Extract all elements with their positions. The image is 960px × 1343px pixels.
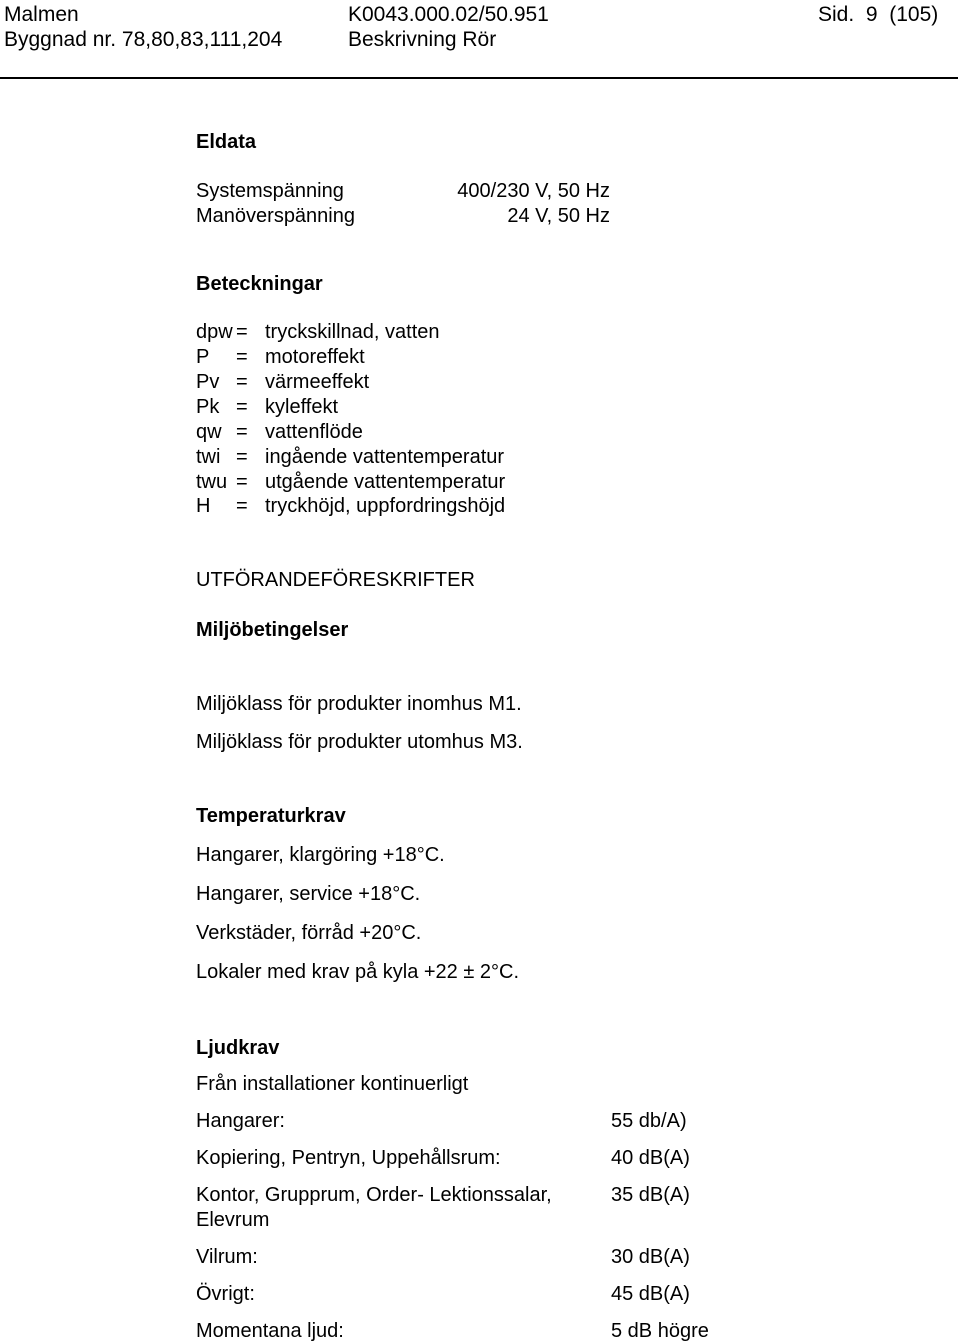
- header-doc-number: K0043.000.02/50.951: [348, 3, 549, 26]
- temperatur-line: Lokaler med krav på kyla +22 ± 2°C.: [196, 961, 520, 983]
- equals-sign: =: [236, 471, 248, 493]
- temperatur-line: Verkstäder, förråd +20°C.: [196, 922, 422, 944]
- equals-sign: =: [236, 321, 248, 343]
- symbol: dpw: [196, 321, 233, 343]
- symbol-description: värmeeffekt: [265, 371, 370, 393]
- equals-sign: =: [236, 371, 248, 393]
- symbol: twi: [196, 446, 221, 468]
- ljud-row-label-cont: Elevrum: [196, 1209, 270, 1231]
- ljud-row-value: 40 dB(A): [611, 1147, 690, 1169]
- temperatur-line: Hangarer, service +18°C.: [196, 883, 421, 905]
- page-header: [0, 0, 960, 80]
- ljud-row-label: Hangarer:: [196, 1110, 285, 1132]
- symbol-description: motoreffekt: [265, 346, 365, 368]
- equals-sign: =: [236, 346, 248, 368]
- beteckningar-heading: Beteckningar: [196, 273, 323, 295]
- page-total: (105): [889, 3, 939, 26]
- eldata-label: Manöverspänning: [196, 205, 355, 227]
- symbol: Pk: [196, 396, 220, 418]
- ljud-row-value: 30 dB(A): [611, 1246, 690, 1268]
- symbol-description: kyleffekt: [265, 396, 338, 418]
- eldata-value: 400/230 V, 50 Hz: [457, 180, 610, 202]
- equals-sign: =: [236, 495, 248, 517]
- ljud-row-label: Kontor, Grupprum, Order- Lektionssalar,: [196, 1184, 552, 1206]
- symbol: qw: [196, 421, 222, 443]
- ljud-row-label: Övrigt:: [196, 1283, 255, 1305]
- header-location: Malmen: [4, 3, 79, 26]
- ljud-row-value: 35 dB(A): [611, 1184, 690, 1206]
- equals-sign: =: [236, 446, 248, 468]
- symbol: Pv: [196, 371, 220, 393]
- symbol-description: ingående vattentemperatur: [265, 446, 505, 468]
- ljud-intro: Från installationer kontinuerligt: [196, 1073, 469, 1095]
- symbol: H: [196, 495, 211, 517]
- header-doc-title: Beskrivning Rör: [348, 28, 497, 51]
- page-label: Sid.: [818, 3, 855, 26]
- ljud-row-label: Momentana ljud:: [196, 1320, 344, 1342]
- symbol-description: vattenflöde: [265, 421, 363, 443]
- ljud-row-label: Kopiering, Pentryn, Uppehållsrum:: [196, 1147, 501, 1169]
- miljo-line: Miljöklass för produkter inomhus M1.: [196, 693, 522, 715]
- symbol-description: utgående vattentemperatur: [265, 471, 506, 493]
- ljud-row-value: 5 dB högre: [611, 1320, 709, 1342]
- ljud-row-value: 45 dB(A): [611, 1283, 690, 1305]
- symbol-description: tryckskillnad, vatten: [265, 321, 440, 343]
- header-divider: [0, 77, 958, 79]
- ljud-row-value: 55 db/A): [611, 1110, 687, 1132]
- symbol: P: [196, 346, 210, 368]
- eldata-label: Systemspänning: [196, 180, 344, 202]
- miljo-line: Miljöklass för produkter utomhus M3.: [196, 731, 523, 753]
- eldata-value: 24 V, 50 Hz: [507, 205, 610, 227]
- eldata-heading: Eldata: [196, 131, 257, 153]
- symbol: twu: [196, 471, 228, 493]
- temperatur-line: Hangarer, klargöring +18°C.: [196, 844, 445, 866]
- miljo-heading: Miljöbetingelser: [196, 619, 349, 641]
- header-building: Byggnad nr. 78,80,83,111,204: [4, 28, 283, 51]
- equals-sign: =: [236, 396, 248, 418]
- equals-sign: =: [236, 421, 248, 443]
- section-title: UTFÖRANDEFÖRESKRIFTER: [196, 569, 475, 591]
- symbol-description: tryckhöjd, uppfordringshöjd: [265, 495, 506, 517]
- page-number: 9: [865, 3, 878, 26]
- ljud-heading: Ljudkrav: [196, 1037, 280, 1059]
- temperatur-heading: Temperaturkrav: [196, 805, 346, 827]
- header-page-info: [818, 2, 938, 28]
- ljud-row-label: Vilrum:: [196, 1246, 258, 1268]
